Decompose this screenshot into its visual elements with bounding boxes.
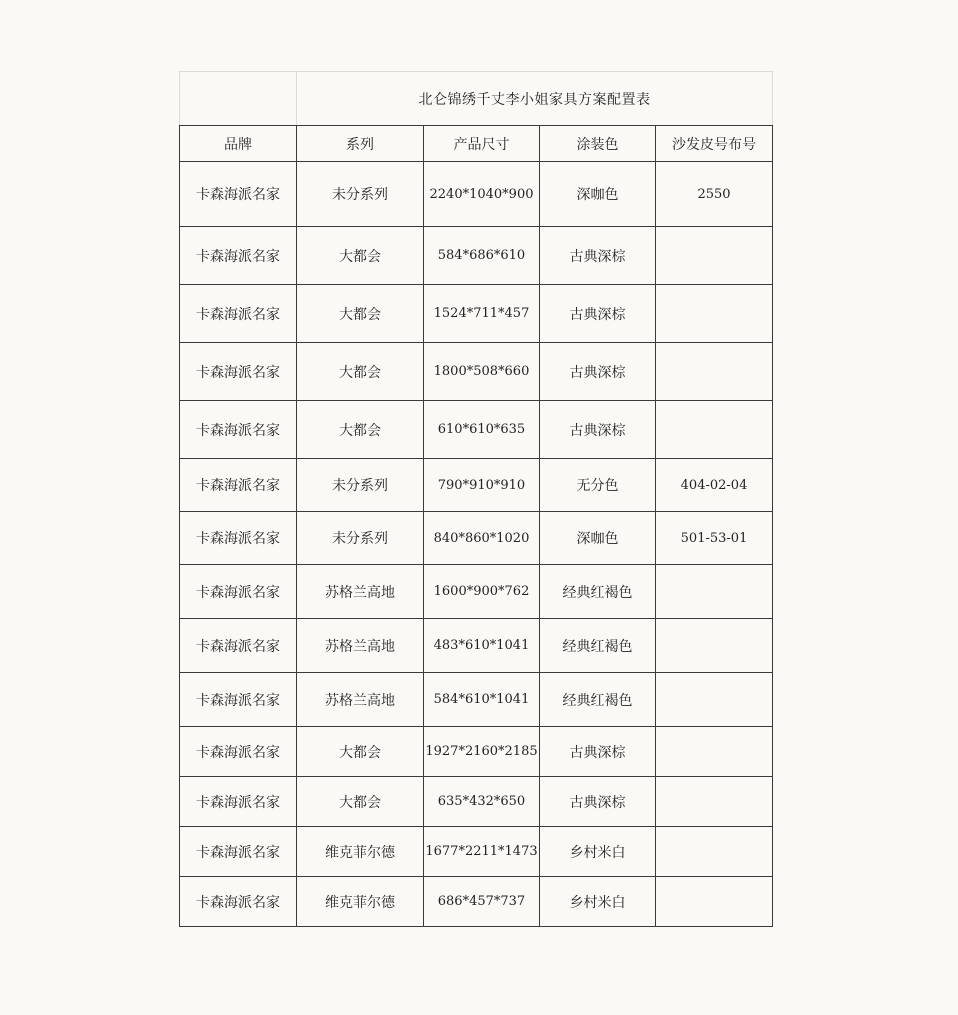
cell-brand: 卡森海派名家 — [180, 459, 297, 512]
title-row — [180, 72, 773, 126]
table-row — [180, 227, 773, 285]
cell-series: 维克菲尔德 — [297, 827, 424, 877]
cell-color: 古典深棕 — [540, 727, 656, 777]
cell-fabric-code — [656, 401, 773, 459]
cell-fabric-code — [656, 619, 773, 673]
table-row — [180, 727, 773, 777]
cell-color: 经典红褐色 — [540, 565, 656, 619]
cell-color: 古典深棕 — [540, 343, 656, 401]
cell-fabric-code — [656, 877, 773, 927]
furniture-config-sheet — [179, 71, 772, 927]
cell-brand: 卡森海派名家 — [180, 227, 297, 285]
cell-color: 深咖色 — [540, 162, 656, 227]
cell-size: 1677*2211*1473 — [424, 827, 540, 877]
cell-brand: 卡森海派名家 — [180, 619, 297, 673]
cell-color: 经典红褐色 — [540, 619, 656, 673]
cell-size: 584*686*610 — [424, 227, 540, 285]
cell-size: 840*860*1020 — [424, 512, 540, 565]
cell-series: 维克菲尔德 — [297, 877, 424, 927]
table-row — [180, 512, 773, 565]
cell-color: 古典深棕 — [540, 285, 656, 343]
cell-size: 686*457*737 — [424, 877, 540, 927]
cell-series: 大都会 — [297, 777, 424, 827]
cell-fabric-code — [656, 343, 773, 401]
cell-series: 未分系列 — [297, 512, 424, 565]
cell-fabric-code — [656, 777, 773, 827]
cell-brand: 卡森海派名家 — [180, 565, 297, 619]
cell-series: 未分系列 — [297, 162, 424, 227]
cell-brand: 卡森海派名家 — [180, 727, 297, 777]
table-row — [180, 285, 773, 343]
table-row — [180, 343, 773, 401]
cell-color: 深咖色 — [540, 512, 656, 565]
cell-color: 古典深棕 — [540, 401, 656, 459]
cell-series: 大都会 — [297, 285, 424, 343]
cell-brand: 卡森海派名家 — [180, 401, 297, 459]
cell-size: 1600*900*762 — [424, 565, 540, 619]
header-color: 涂装色 — [540, 126, 656, 162]
cell-color: 古典深棕 — [540, 777, 656, 827]
header-series: 系列 — [297, 126, 424, 162]
cell-brand: 卡森海派名家 — [180, 877, 297, 927]
cell-fabric-code: 2550 — [656, 162, 773, 227]
title-blank-cell — [180, 72, 297, 126]
cell-fabric-code — [656, 565, 773, 619]
cell-series: 苏格兰高地 — [297, 565, 424, 619]
cell-color: 乡村米白 — [540, 877, 656, 927]
cell-size: 584*610*1041 — [424, 673, 540, 727]
cell-size: 2240*1040*900 — [424, 162, 540, 227]
table-row — [180, 777, 773, 827]
cell-fabric-code: 501-53-01 — [656, 512, 773, 565]
cell-series: 苏格兰高地 — [297, 619, 424, 673]
cell-size: 1927*2160*2185 — [424, 727, 540, 777]
cell-fabric-code — [656, 673, 773, 727]
table-row — [180, 565, 773, 619]
cell-fabric-code: 404-02-04 — [656, 459, 773, 512]
cell-series: 大都会 — [297, 401, 424, 459]
cell-brand: 卡森海派名家 — [180, 777, 297, 827]
table-body — [180, 72, 773, 927]
cell-series: 大都会 — [297, 227, 424, 285]
table-row — [180, 619, 773, 673]
cell-color: 无分色 — [540, 459, 656, 512]
cell-series: 未分系列 — [297, 459, 424, 512]
cell-series: 大都会 — [297, 343, 424, 401]
cell-size: 483*610*1041 — [424, 619, 540, 673]
cell-brand: 卡森海派名家 — [180, 162, 297, 227]
table-row — [180, 827, 773, 877]
header-brand: 品牌 — [180, 126, 297, 162]
cell-color: 古典深棕 — [540, 227, 656, 285]
cell-fabric-code — [656, 727, 773, 777]
cell-size: 790*910*910 — [424, 459, 540, 512]
cell-brand: 卡森海派名家 — [180, 673, 297, 727]
table-title: 北仑锦绣千丈李小姐家具方案配置表 — [297, 72, 773, 126]
cell-brand: 卡森海派名家 — [180, 512, 297, 565]
cell-brand: 卡森海派名家 — [180, 827, 297, 877]
cell-fabric-code — [656, 227, 773, 285]
cell-fabric-code — [656, 827, 773, 877]
furniture-config-table — [179, 71, 773, 927]
cell-fabric-code — [656, 285, 773, 343]
header-size: 产品尺寸 — [424, 126, 540, 162]
table-row — [180, 401, 773, 459]
table-row — [180, 877, 773, 927]
cell-color: 经典红褐色 — [540, 673, 656, 727]
cell-size: 610*610*635 — [424, 401, 540, 459]
cell-brand: 卡森海派名家 — [180, 285, 297, 343]
cell-brand: 卡森海派名家 — [180, 343, 297, 401]
cell-series: 苏格兰高地 — [297, 673, 424, 727]
cell-color: 乡村米白 — [540, 827, 656, 877]
cell-size: 635*432*650 — [424, 777, 540, 827]
table-row — [180, 162, 773, 227]
header-row — [180, 126, 773, 162]
cell-series: 大都会 — [297, 727, 424, 777]
table-row — [180, 459, 773, 512]
table-row — [180, 673, 773, 727]
cell-size: 1524*711*457 — [424, 285, 540, 343]
cell-size: 1800*508*660 — [424, 343, 540, 401]
header-fabric-code: 沙发皮号布号 — [656, 126, 773, 162]
